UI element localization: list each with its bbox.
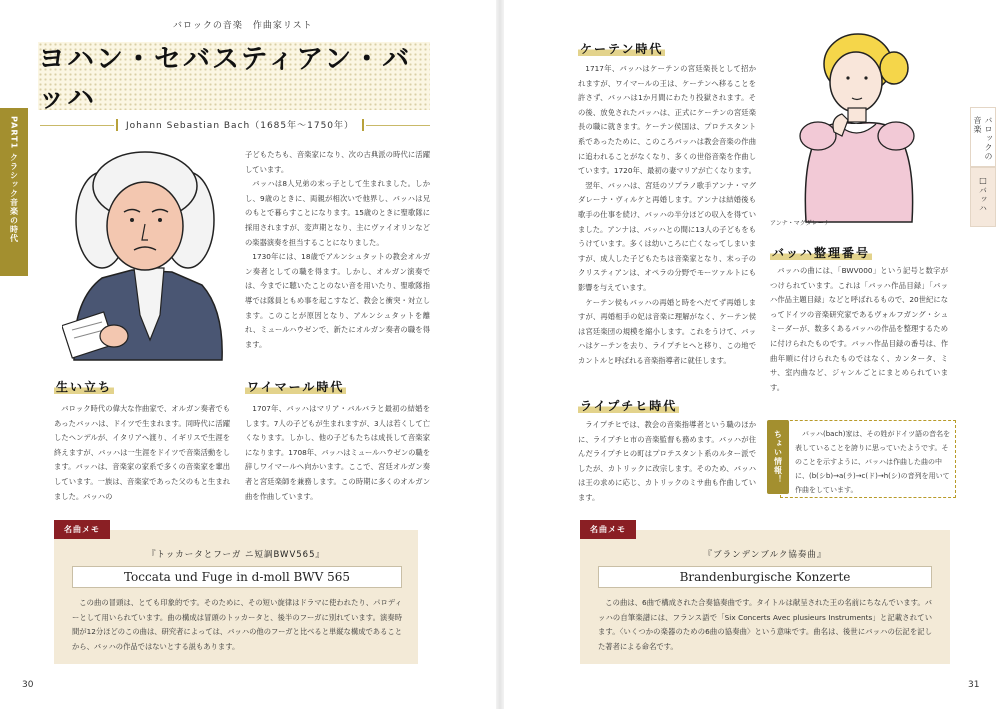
intro-paragraph: バッハは8人兄弟の末っ子として生まれました。しかし、9歳のときに、両親が相次いで他界し、バッハは兄のもとで暮らすことになります。15歳のときに聖歌隊に採用されますが、変声期となり、主にヴァイオリンなどの楽器演奏を担当することになりました。: [245, 179, 430, 247]
subtitle-rule-right: [366, 125, 430, 126]
section-body: [578, 418, 756, 506]
section-heading: [54, 378, 114, 395]
section-paragraph: ライプチヒでは、教会の音楽指導者という職のほかに、ライプチヒ市の音楽監督も務めます。バッハが住んだライプチヒの町はプロテスタント系のルター派でしたが、カトリックに改宗します。そのため、バッハは王の求めに応じ、カトリックのミサ曲も作曲しています。: [578, 420, 756, 502]
memo-body: この曲の冒頭は、とても印象的です。そのために、その短い旋律はドラマに使われたり、パロディーとして用いられています。曲の構成は冒頭のトッカータと、後半のフーガに別れています。演奏時間が12分ほどのこの曲は、研究者によっては、バッハの他のフーガと比べると単縦な構成であることから、バッハの作品ではないとする説もあります。: [72, 598, 402, 651]
side-tab-bottom: □バッハ: [970, 167, 996, 227]
section-paragraph: 1707年、バッハはマリア・バルバラと最初の結婚をします。7人の子どもが生まれますが、3人は若くして亡くなります。しかし、他の子どもたちは成長して音楽家になります。1708年、バッハはミュールハウゼンの職を辞しワイマールへ向かいます。ここで、宮廷オルガン奏者と宮廷楽師を兼務します。この時期に多くのオルガン曲を作曲しています。: [245, 404, 431, 501]
part-side-tab: PART1 クラシック音楽の時代: [0, 108, 28, 276]
side-tab-top: バロックの音楽: [970, 107, 996, 167]
tip-box: [780, 420, 956, 498]
section-body: [578, 62, 756, 368]
section-heading-text: バッハ整理番号: [772, 246, 871, 260]
section-paragraph: 翌年、バッハは、宮廷のソプラノ歌手アンナ・マグダレーナ・ヴィルケと再婚します。アンナは結婚後も歌手の仕事を続け、バッハの半分ほどの収入を得ていました。アンナは、バッハとの間に13人の子どもをもうけています。多くは幼いころに亡くなってしまいますが、成人した子どもたちは音楽家となり、末っ子のクリスティアンは、オペラの分野でモーツァルトにも影響を与えています。: [578, 180, 756, 292]
section-paragraph: バッハの曲には、「BWV000」という記号と数字がつけられています。これは「バッハ作品目録」「バッハ作品主題目録」などと呼ばれるもので、20世紀になってドイツの音楽研究家であるヴォルフガング・シュミーダーが、数多くあるバッハの作品を整理するために付けられたものです。バッハ作品目録の番号は、作曲年順に付けられたものではなく、カンタータ、ミサ、室内曲など、ジャンルごとにまとめられています。: [770, 266, 948, 392]
memo-tag: 名曲メモ: [580, 520, 636, 539]
tip-tag: ちょい情報！: [767, 420, 789, 494]
series-label: バロックの音楽 作曲家リスト: [173, 21, 313, 31]
memo-body: この曲は、6曲で構成された合奏協奏曲です。タイトルは献呈された王の名前にちなんでいます。バッハの自筆楽譜には、フランス語で「Six Concerts Avec plusieurs Instruments」と記載されています。〈いくつかの楽器のための6曲の協奏曲〉という意味です。曲名は、後世にバッハの伝記を記した著者による命名です。: [598, 598, 932, 651]
section-paragraph: ケーテン侯もバッハの再婚と時をへだてず再婚しますが、再婚相手の妃は音楽に理解がなく、ケーテン侯は宮廷楽団の規模を縮小します。これをうけて、バッハはケーテンを去り、ライプチヒへと移り、この地でカントルと呼ばれる音楽指導者に就任します。: [578, 297, 756, 365]
title-box: [38, 42, 430, 114]
section-heading-text: ライプチヒ時代: [580, 399, 678, 413]
section-paragraph: 1717年、バッハはケーテンの宮廷楽長として招かれますが、ワイマールの王は、ケーテンへ移ることを許さず、バッハは1か月間にわたり投獄されます。その後、放免されたバッハは、正式にケーテンの宮廷楽長の職に就きます。ケーテン侯国は、プロテスタント系であったために、このころバッハは教会音楽の作曲に追われることがなくなり、多くの世俗音楽を作曲しています。1720年、最初の妻マリアが亡くなります。: [578, 64, 756, 176]
memo-work-title-en: Toccata und Fuge in d-moll BWV 565: [72, 566, 402, 588]
memo-box: [580, 525, 950, 664]
section-heading: [578, 397, 679, 414]
tip-body: バッハ(bach)家は、その姓がドイツ語の音名を表していることを誇りに思っていたようです。そのことを示すように、バッハは作曲した曲の中に、(b(シb)→a(ラ)→c(ド)→h(シ)の音列を用いて作曲をしています。: [795, 430, 951, 494]
memo-work-title-en: Brandenburgische Konzerte: [598, 566, 932, 588]
section-heading: [578, 40, 665, 57]
section-heading: [245, 378, 346, 395]
subtitle-rule-left: [40, 125, 114, 126]
page-number: 30: [22, 680, 34, 690]
section-heading-text: 生い立ち: [56, 380, 113, 394]
right-page: [500, 0, 1000, 709]
intro-paragraph: 1730年には、18歳でアルンシュタットの教会オルガン奏者としての職を得ます。しかし、オルガン演奏では、今までに聴いたことのない音を用いたり、聖歌隊指導では隊員ともめ事を起こすなど、教会と衝突・対立します。このことが原因となり、アルンシュタットを離れ、ミュールハウゼンで、新たにオルガン奏者の職を得ます。: [245, 252, 430, 349]
section-heading-text: ワイマール時代: [247, 380, 345, 394]
memo-work-title: 『ブランデンブルク協奏曲』: [703, 550, 827, 560]
section-heading-text: ケーテン時代: [580, 42, 664, 56]
section-body: [770, 264, 948, 395]
intro-text: [245, 148, 430, 352]
page-title: ヨハン・セバスティアン・バッハ: [38, 44, 412, 114]
page-number: 31: [968, 680, 980, 690]
section-paragraph: バロック時代の偉大な作曲家で、オルガン奏者でもあったバッハは、ドイツで生まれます。同時代に活躍したヘンデルが、イタリアへ渡り、イギリスで生涯を終えますが、バッハは一生涯をドイツで音楽活動をします。バッハは、音楽家の家系で多くの音楽家を輩出しています。一族は、音楽家であった父のもと生まれました。バッハの: [54, 404, 230, 501]
memo-box: [54, 525, 418, 664]
bach-portrait-illustration: [62, 150, 228, 365]
illustration-caption: アンナ・マグダレーナ: [770, 220, 830, 227]
section-heading: [770, 244, 872, 261]
anna-magdalena-illustration: [776, 24, 956, 224]
section-body: [54, 402, 230, 504]
section-body: [245, 402, 430, 504]
composer-subtitle: Johann Sebastian Bach（1685年〜1750年）: [120, 118, 360, 132]
memo-tag: 名曲メモ: [54, 520, 110, 539]
memo-work-title: 『トッカータとフーガ ニ短調BWV565』: [147, 550, 325, 560]
intro-paragraph: 子どもたちも、音楽家になり、次の古典派の時代に活躍しています。: [245, 150, 430, 174]
